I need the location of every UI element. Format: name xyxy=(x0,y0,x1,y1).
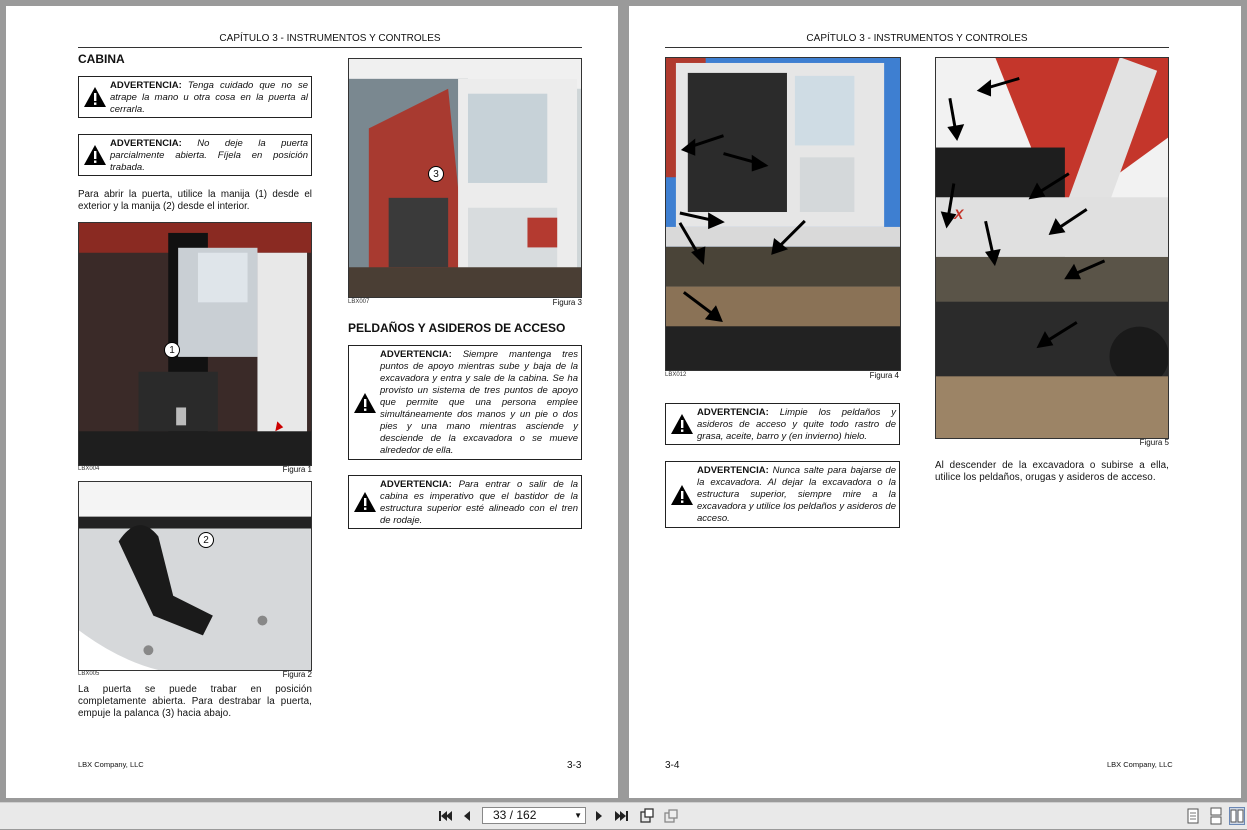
figure-3-image xyxy=(348,58,582,298)
page-number: 3-3 xyxy=(567,760,582,771)
section-title-cabina: CABINA xyxy=(78,52,125,66)
figure-5-image xyxy=(935,57,1169,439)
warning-title: ADVERTENCIA: xyxy=(697,465,769,476)
figure-2-callout: 2 xyxy=(198,532,214,548)
warning-triangle-icon xyxy=(670,413,694,435)
warning-triangle-icon xyxy=(670,484,694,506)
page-header: CAPÍTULO 3 - INSTRUMENTOS Y CONTROLES xyxy=(806,33,1028,44)
page-number-input[interactable] xyxy=(482,807,586,824)
warning-box-2 xyxy=(78,134,312,176)
figure-4-code: LBX012 xyxy=(665,372,687,378)
page-header: CAPÍTULO 3 - INSTRUMENTOS Y CONTROLES xyxy=(219,33,441,44)
warning-triangle-icon xyxy=(83,144,107,166)
warning-triangle-icon xyxy=(353,491,377,513)
warning-box-5 xyxy=(665,403,900,445)
warning-triangle-icon xyxy=(83,86,107,108)
figure-1-callout: 1 xyxy=(164,342,180,358)
warning-text: Siempre mantenga tres puntos de apoyo mientras sube y baja de la excavadora y entra y sale de la cabina. Se ha provisto un sistema de tres puntos de apoyo que permite que una persona emplee simultáneamente dos manos y un pie o dos pies y una mano mientras asciende y desciende de la excavadora o se mueve alrededor de ella. xyxy=(380,349,578,456)
warning-text: Tenga cuidado que no se atrape la mano u otra cosa en la puerta al cerrarla. xyxy=(110,80,309,115)
viewer-toolbar xyxy=(0,802,1247,829)
header-rule xyxy=(78,47,582,48)
rotate-icon[interactable] xyxy=(638,807,656,825)
page-indicator: 33 / 162 xyxy=(493,808,537,822)
single-page-view-icon[interactable] xyxy=(1185,807,1201,825)
warning-text: Nunca salte para bajarse de la excavadora. Al dejar la excavadora o la estructura superior, siempre mire a la excavadora y utilice los peldaños y asideros de acceso. xyxy=(697,465,897,524)
figure-2-caption: Figura 2 xyxy=(282,670,312,679)
figure-2-image xyxy=(78,481,312,671)
copy-icon[interactable] xyxy=(662,807,680,825)
figure-3-callout: 3 xyxy=(428,166,444,182)
figure-2-code: LBX005 xyxy=(78,671,100,677)
warning-triangle-icon xyxy=(353,392,377,414)
two-page-view-icon[interactable] xyxy=(1229,807,1245,825)
page-number: 3-4 xyxy=(665,760,680,771)
paragraph-lock-door: La puerta se puede trabar en posición completamente abierta. Para destrabar la puerta, empuje la palanca (3) hacia abajo. xyxy=(78,684,312,719)
first-page-icon[interactable] xyxy=(436,807,454,825)
page-footer-company: LBX Company, LLC xyxy=(1107,760,1173,769)
arrow-icons xyxy=(666,58,900,370)
figure-4-caption: Figura 4 xyxy=(869,371,899,380)
figure-3-code: LBX007 xyxy=(348,299,370,305)
warning-text: No deje la puerta parcialmente abierta. Fíjela en posición trabada. xyxy=(110,138,309,173)
page-footer-company: LBX Company, LLC xyxy=(78,760,144,769)
warning-box-6 xyxy=(665,461,900,528)
warning-title: ADVERTENCIA: xyxy=(110,80,182,91)
warning-text: Para entrar o salir de la cabina es imperativo que el bastidor de la estructura superior esté alineado con el tren de rodaje. xyxy=(380,479,578,526)
logo-text: X xyxy=(954,206,964,222)
right-page xyxy=(629,6,1241,798)
arrow-icons xyxy=(936,58,1168,438)
header-rule xyxy=(665,47,1169,48)
warning-box-4 xyxy=(348,475,582,529)
continuous-view-icon[interactable] xyxy=(1208,807,1224,825)
figure-4-image xyxy=(665,57,901,371)
warning-title: ADVERTENCIA: xyxy=(697,407,769,418)
figure-1-image xyxy=(78,222,312,466)
warning-title: ADVERTENCIA: xyxy=(110,138,182,149)
paragraph-open-door: Para abrir la puerta, utilice la manija (1) desde el exterior y la manija (2) desde el interior. xyxy=(78,189,312,212)
warning-box-1 xyxy=(78,76,312,118)
left-page xyxy=(6,6,618,798)
last-page-icon[interactable] xyxy=(613,807,631,825)
figure-3-caption: Figura 3 xyxy=(552,298,582,307)
next-page-icon[interactable] xyxy=(591,807,607,825)
section-title-access: PELDAÑOS Y ASIDEROS DE ACCESO xyxy=(348,321,566,335)
warning-title: ADVERTENCIA: xyxy=(380,479,452,490)
figure-1-code: LBX004 xyxy=(78,466,100,472)
figure-5-caption: Figura 5 xyxy=(1139,438,1169,447)
figure-1-caption: Figura 1 xyxy=(282,465,312,474)
chevron-down-icon[interactable]: ▼ xyxy=(574,811,582,820)
warning-text: Limpie los peldaños y asideros de acceso y quite todo rastro de grasa, aceite, barro y (en invierno) hielo. xyxy=(697,407,897,442)
paragraph-descend: Al descender de la excavadora o subirse a ella, utilice los peldaños, orugas y asideros de acceso. xyxy=(935,460,1169,483)
warning-title: ADVERTENCIA: xyxy=(380,349,452,360)
warning-box-3 xyxy=(348,345,582,460)
prev-page-icon[interactable] xyxy=(459,807,475,825)
